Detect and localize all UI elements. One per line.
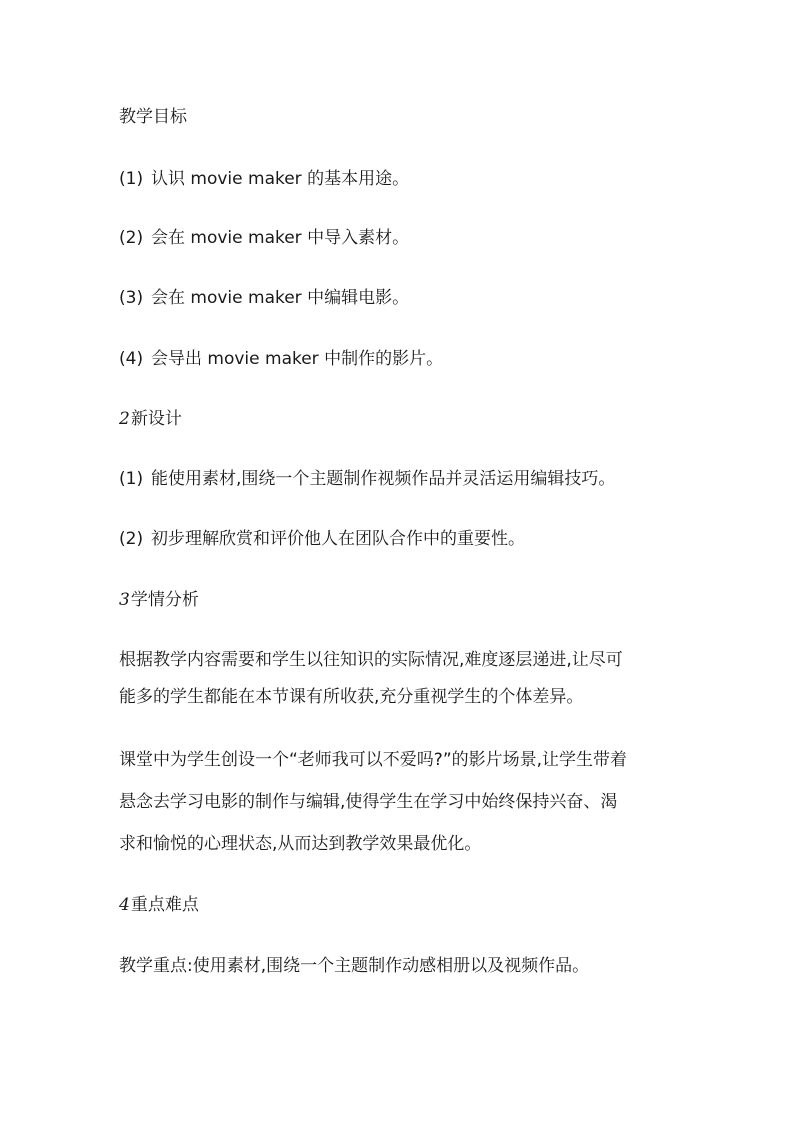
section-3-heading xyxy=(119,588,199,612)
item-number: (3) xyxy=(119,288,144,308)
design-item-2 xyxy=(119,527,525,551)
key-point-line: 教学重点:使用素材,围绕一个主题制作动感相册以及视频作品。 xyxy=(119,956,590,976)
item-text: 初步理解欣赏和评价他人在团队合作中的重要性。 xyxy=(151,529,525,549)
item-number: (4) xyxy=(119,349,144,369)
objective-item-2 xyxy=(119,226,409,250)
item-number: (2) xyxy=(119,529,144,549)
item-text: 会导出 movie maker 中制作的影片。 xyxy=(151,349,444,369)
item-text: 能使用素材,围绕一个主题制作视频作品并灵活运用编辑技巧。 xyxy=(151,469,616,489)
objectives-heading: 教学目标 xyxy=(119,107,187,127)
section-number: 3 xyxy=(119,590,130,610)
item-number: (1) xyxy=(119,169,144,189)
paragraph-line: 能多的学生都能在本节课有所收获,充分重视学生的个体差异。 xyxy=(119,687,584,707)
objective-item-4 xyxy=(119,347,443,371)
item-number: (1) xyxy=(119,469,144,489)
item-text: 会在 movie maker 中导入素材。 xyxy=(151,228,410,248)
objective-item-3 xyxy=(119,286,409,310)
paragraph-line: 悬念去学习电影的制作与编辑,使得学生在学习中始终保持兴奋、渴 xyxy=(119,792,618,812)
section-4-heading xyxy=(119,893,199,917)
paragraph-line: 求和愉悦的心理状态,从而达到教学效果最优化。 xyxy=(119,834,482,854)
design-item-1 xyxy=(119,467,615,491)
objective-item-1 xyxy=(119,167,409,191)
section-title: 新设计 xyxy=(130,409,182,429)
section-number: 4 xyxy=(119,895,130,915)
section-title: 重点难点 xyxy=(130,895,199,915)
paragraph-line: 课堂中为学生创设一个“老师我可以不爱吗?”的影片场景,让学生带着 xyxy=(119,750,628,770)
section-title: 学情分析 xyxy=(130,590,199,610)
section-number: 2 xyxy=(119,409,130,429)
paragraph-line: 根据教学内容需要和学生以往知识的实际情况,难度逐层递进,让尽可 xyxy=(119,650,623,670)
section-2-heading xyxy=(119,407,182,431)
item-text: 会在 movie maker 中编辑电影。 xyxy=(151,288,410,308)
item-number: (2) xyxy=(119,228,144,248)
item-text: 认识 movie maker 的基本用途。 xyxy=(151,169,410,189)
